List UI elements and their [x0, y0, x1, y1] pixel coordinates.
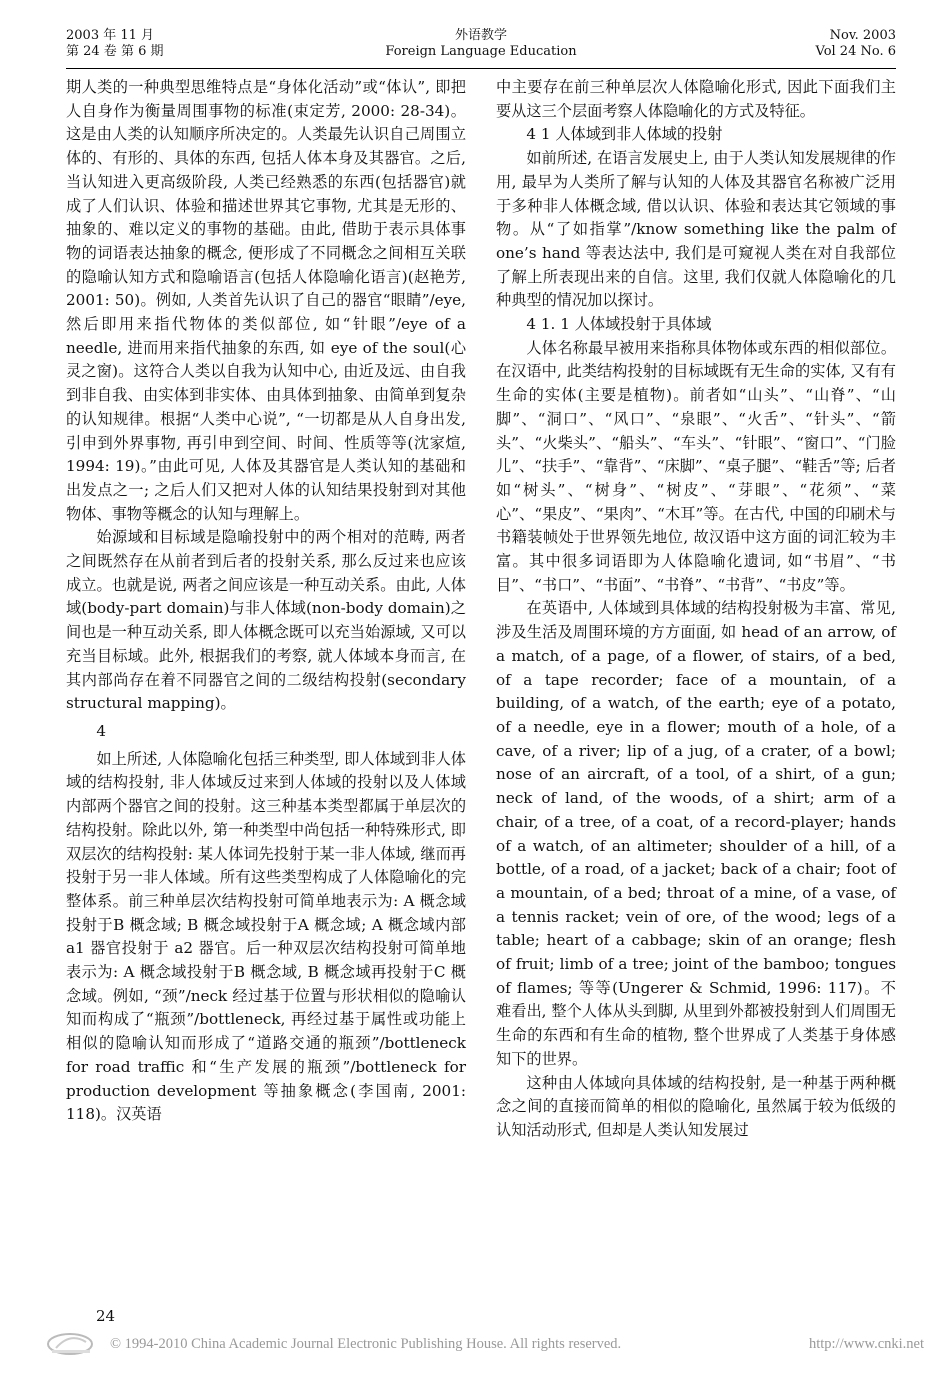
- left-column: [66, 76, 466, 1127]
- paragraph: 在英语中, 人体域到具体域的结构投射极为丰富、常见, 涉及生活及周围环境的方方面面, 如 head of an arrow, of a match, of a page, of a flower, of stairs, of a bed, of a tape recorder; face of a mountain, of a building, of a watch, of the earth; eye of a potato, of a needle, eye in a flower; mouth of a hole, of a cave, of a river; lip of a jug, of a crater, of a bowl; nose of an aircraft, of a tool, of a shirt, of a gun; neck of land, of the woods, of a shirt; arm of a chair, of a tree, of a coat, of a record-player; hands of a watch, of an altimeter; shoulder of a hill, of a bottle, of a road, of a jacket; back of a chair; foot of a mountain, of a bed; throat of a mine, of a vase, of a tennis racket; vein of ore, of the wood; legs of a table; heart of a cabbage; skin of an orange; flesh of fruit; limb of a tree; joint of the bamboo; tongues of flames; 等等(Ungerer & Schmid, 1996: 117)。不难看出, 整个人体从头到脚, 从里到外都被投射到人们周围无生命的东西和有生命的植物, 整个世界成了人类基于身体感知下的世界。: [496, 599, 896, 1068]
- section-heading: 4: [96, 721, 107, 740]
- header-volume-issue: 第 24 卷 第 6 期: [66, 44, 164, 59]
- header-journal-en: Foreign Language Education: [385, 44, 577, 59]
- paragraph: 这种由人体域向具体域的结构投射, 是一种基于两种概念之间的直接而简单的相似的隐喻化, 虽然属于较为低级的认知活动形式, 但却是人类认知发展过: [496, 1073, 896, 1139]
- paragraph: 始源域和目标域是隐喻投射中的两个相对的范畴, 两者之间既然存在从前者到后者的投射关系, 那么反过来也应该成立。也就是说, 两者之间应该是一种互动关系。由此, 人体域(body-part domain)与非人体域(non-body domain)之间也是一种互动关系, 即人体概念既可以充当始源域, 又可以充当目标域。此外, 根据我们的考察, 就人体域本身而言, 在其内部尚存在着不同器官之间的二级结构投射(secondary structural mapping)。: [66, 528, 466, 713]
- header-journal-cn: 外语教学: [454, 28, 507, 43]
- header-date-en: Nov. 2003: [829, 28, 896, 43]
- running-header: [66, 28, 896, 68]
- header-journal: [66, 28, 896, 60]
- header-volume-en: Vol 24 No. 6: [815, 44, 896, 59]
- cnki-logo-icon: [44, 1330, 104, 1358]
- paragraph: 中主要存在前三种单层次人体隐喻化形式, 因此下面我们主要从这三个层面考察人体隐喻化的方式及特征。: [496, 78, 896, 120]
- header-date: 2003 年 11 月: [66, 28, 155, 43]
- site-link[interactable]: http://www.cnki.net: [808, 1336, 924, 1352]
- header-rule: [66, 68, 896, 69]
- page-number: 24: [96, 1307, 116, 1325]
- paragraph: 期人类的一种典型思维特点是“身体化活动”或“体认”, 即把人自身作为衡量周围事物的标准(束定芳, 2000: 28-34)。这是由人类的认知顺序所决定的。人类最先认识自己周围立体的、有形的、具体的东西, 包括人体本身及其器官。之后, 当认知进入更高级阶段, 人类已经熟悉的东西(包括器官)就成了人们认识、体验和描述世界其它事物, 尤其是无形的、抽象的、难以定义的事物的基础。由此, 借助于表示具体事物的词语表达抽象的概念, 便形成了不同概念之间相互关联的隐喻认知方式和隐喻语言(包括人体隐喻化语言)(赵艳芳, 2001: 50)。例如, 人类首先认识了自己的器官“眼睛”/eye, 然后即用来指代物体的类似部位, 如“针眼”/eye of a needle, 进而用来指代抽象的东西, 如 eye of the soul(心灵之窗)。这符合人类以自我为认知中心, 由近及远、由自我到非自我、由实体到非实体、由具体到抽象、由简单到复杂的认知规律。根据“人类中心说”, “一切都是从人自身出发, 引申到外界事物, 再引申到空间、时间、性质等等(沈家煊, 1994: 19)。”由此可见, 人体及其器官是人类认知的基础和出发点之一; 之后人们又把对人体的认知结果投射到对其他物体、事物等概念的认知与理解上。: [66, 78, 467, 523]
- paragraph: 如上所述, 人体隐喻化包括三种类型, 即人体域到非人体域的结构投射, 非人体域反过来到人体域的投射以及人体域内部两个器官之间的投射。这三种基本类型都属于单层次的结构投射。除此以外, 第一种类型中尚包括一种特殊形式, 即双层次的结构投射: 某人体词先投射于某一非人体域, 继而再投射于另一非人体域。所有这些类型构成了人体隐喻化的完整体系。前三种单层次结构投射可简单地表示为: A 概念域投射于B 概念域; B 概念域投射于A 概念域; A 概念域内部 a1 器官投射于 a2 器官。后一种双层次结构投射可简单地表示为: A 概念域投射于B 概念域, B 概念域再投射于C 概念域。例如, “颈”/neck 经过基于位置与形状相似的隐喻认知而构成了“瓶颈”/bottleneck, 再经过基于属性或功能上相似的隐喻认知而形成了“道路交通的瓶颈”/bottleneck for road traffic 和“生产发展的瓶颈”/bottleneck for production development 等抽象概念(李国南, 2001: 118)。汉英语: [66, 749, 466, 1124]
- paragraph: 如前所述, 在语言发展史上, 由于人类认知发展规律的作用, 最早为人类所了解与认知的人体及其器官名称被广泛用于多种非人体概念域, 借以认识、体验和表达其它领域的事物。从“了如指掌”/know something like the palm of one’s hand 等表达法中, 我们是可窥视人类在对自我部位了解上所表现出来的自信。这里, 我们仅就人体隐喻化的几种典型的情况加以探讨。: [496, 149, 896, 310]
- subsection-heading: 4 1. 1 人体域投射于具体域: [526, 315, 712, 334]
- copyright-text: © 1994-2010 China Academic Journal Electronic Publishing House. All rights reserved.: [110, 1336, 622, 1352]
- section-heading: 4 1 人体域到非人体域的投射: [526, 125, 723, 144]
- header-date-volume-en: [816, 28, 897, 60]
- right-column: [496, 76, 896, 1143]
- footer: [44, 1330, 924, 1360]
- paragraph: 人体名称最早被用来指称具体物体或东西的相似部位。在汉语中, 此类结构投射的目标域既有无生命的实体, 又有有生命的实体(主要是植物)。前者如“山头”、“山脊”、“山脚”、“洞口”、“风口”、“泉眼”、“火舌”、“针头”、“箭头”、“火柴头”、“船头”、“车头”、“针眼”、“窗口”、“门脸儿”、“扶手”、“靠背”、“床脚”、“桌子腿”、“鞋舌”等; 后者如“树头”、“树身”、“树皮”、“芽眼”、“花须”、“菜心”、“果皮”、“果肉”、“木耳”等。在古代, 中国的印刷术与书籍装帧处于世界领先地位, 故汉语中这方面的词汇较为丰富。其中很多词语即为人体隐喻化遗词, 如“书眉”、“书目”、“书口”、“书面”、“书脊”、“书背”、“书皮”等。: [496, 338, 896, 594]
